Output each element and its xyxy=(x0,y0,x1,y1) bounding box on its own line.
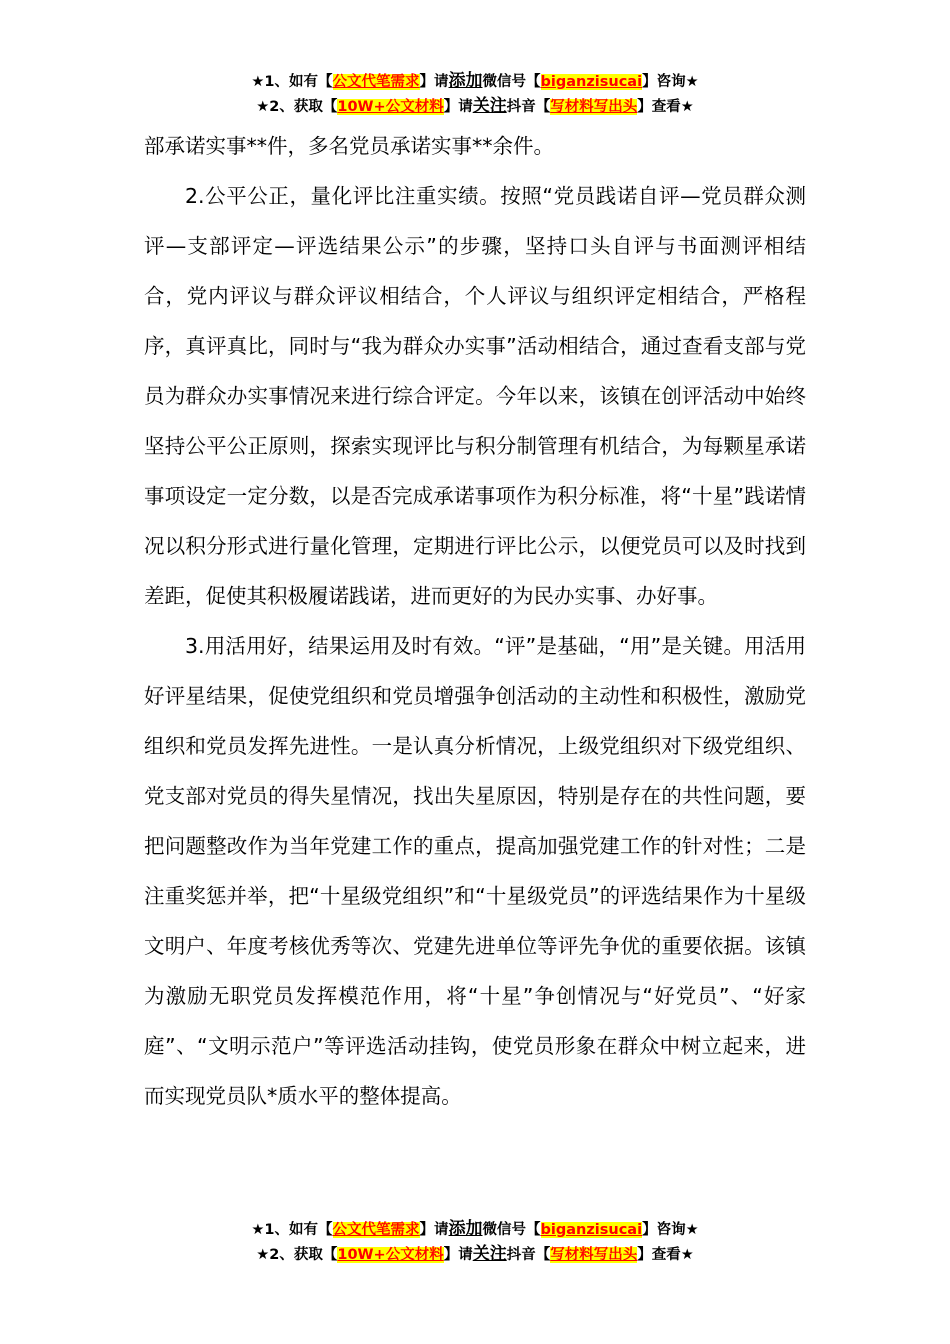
footer-highlight-writing-service: 公文代笔需求 xyxy=(332,1222,420,1238)
header-highlight-douyin-account: 写材料写出头 xyxy=(550,99,638,115)
header-banner xyxy=(0,69,950,119)
header-highlight-materials: 10W+公文材料 xyxy=(337,99,444,115)
footer-banner xyxy=(0,1217,950,1267)
footer-banner-line-1: ★1、如有【公文代笔需求】请添加微信号【biganzisucai】咨询★ xyxy=(251,1219,699,1239)
paragraph-continued: 部承诺实事**件，多名党员承诺实事**余件。 xyxy=(144,134,554,158)
header-highlight-wechat-id: biganzisucai xyxy=(540,74,643,90)
document-body xyxy=(144,121,806,1121)
footer-highlight-materials: 10W+公文材料 xyxy=(337,1247,444,1263)
header-highlight-writing-service: 公文代笔需求 xyxy=(332,74,420,90)
footer-highlight-wechat-id: biganzisucai xyxy=(540,1222,643,1238)
header-banner-line-1: ★1、如有【公文代笔需求】请添加微信号【biganzisucai】咨询★ xyxy=(251,71,699,91)
paragraph-results-usage: 3.用活用好，结果运用及时有效。“评”是基础，“用”是关键。用活用好评星结果，促使党组织和党员增强争创活动的主动性和积极性，激励党组织和党员发挥先进性。一是认真分析情况，上级党组织对下级党组织、党支部对党员的得失星情况，找出失星原因，特别是存在的共性问题，要把问题整改作为当年党建工作的重点，提高加强党建工作的针对性；二是注重奖惩并举，把“十星级党组织”和“十星级党员”的评选结果作为十星级文明户、年度考核优秀等次、党建先进单位等评先争优的重要依据。该镇为激励无职党员发挥模范作用，将“十星”争创情况与“好党员”、“好家庭”、“文明示范户”等评选活动挂钩，使党员形象在群众中树立起来，进而实现党员队*质水平的整体提高。 xyxy=(144,634,806,1108)
header-banner-line-2: ★2、获取【10W+公文材料】请关注抖音【写材料写出头】查看★ xyxy=(256,96,694,116)
footer-highlight-douyin-account: 写材料写出头 xyxy=(550,1247,638,1263)
paragraph-fairness: 2.公平公正，量化评比注重实绩。按照“党员践诺自评—党员群众测评—支部评定—评选结果公示”的步骤，坚持口头自评与书面测评相结合，党内评议与群众评议相结合，个人评议与组织评定相结合，严格程序，真评真比，同时与“我为群众办实事”活动相结合，通过查看支部与党员为群众办实事情况来进行综合评定。今年以来，该镇在创评活动中始终坚持公平公正原则，探索实现评比与积分制管理有机结合，为每颗星承诺事项设定一定分数，以是否完成承诺事项作为积分标准，将“十星”践诺情况以积分形式进行量化管理，定期进行评比公示，以便党员可以及时找到差距，促使其积极履诺践诺，进而更好的为民办实事、办好事。 xyxy=(144,184,806,608)
footer-banner-line-2: ★2、获取【10W+公文材料】请关注抖音【写材料写出头】查看★ xyxy=(256,1244,694,1264)
